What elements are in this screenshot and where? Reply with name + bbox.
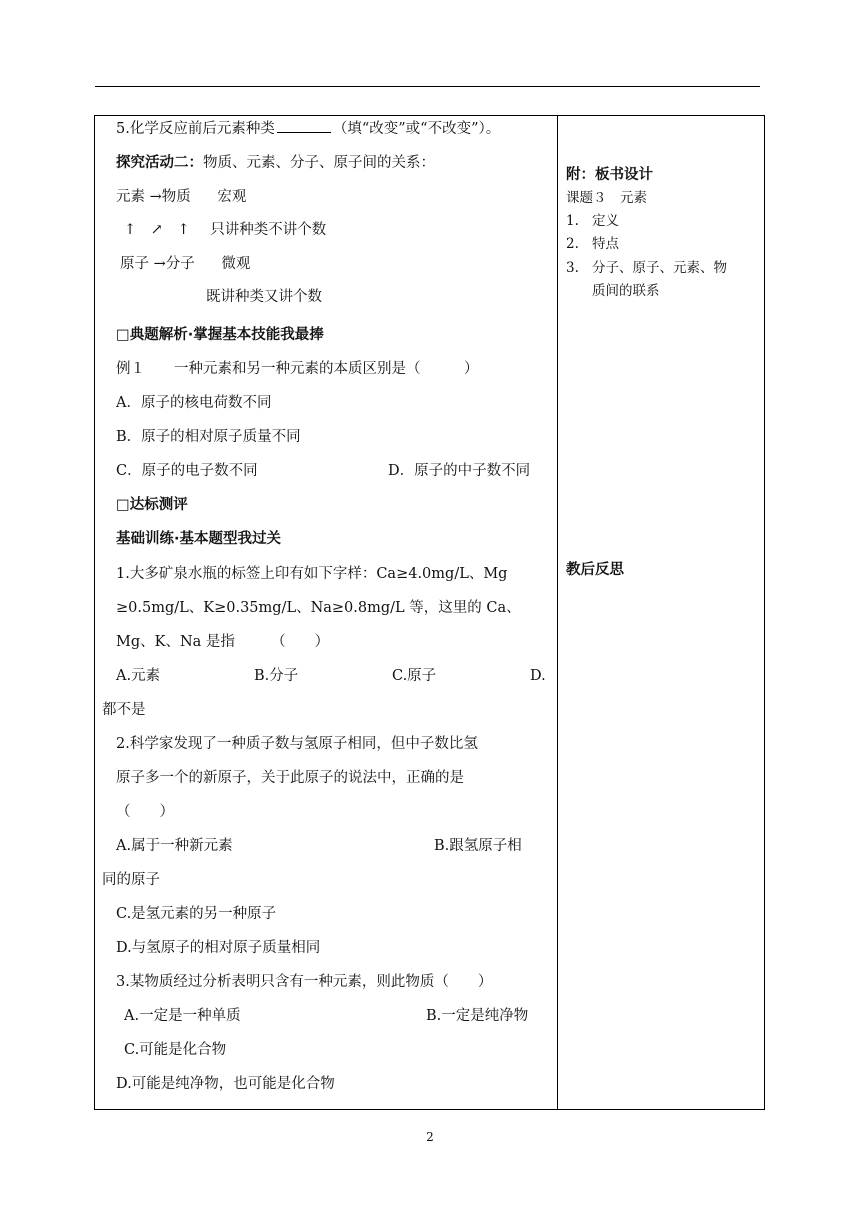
arrow-up-icon: ↑ [124, 222, 137, 238]
lesson-title: 课题３ 元素 [566, 190, 647, 206]
header-rule [95, 86, 760, 87]
question-3-option-a: A.一定是一种单质 [124, 1008, 241, 1024]
question-2-option-b-head: B.跟氢原子相 [434, 838, 522, 854]
question-3-option-d: D.可能是纯净物，也可能是化合物 [116, 1076, 335, 1092]
question-3-stem: 3.某物质经过分析表明只含有一种元素，则此物质（ ） [116, 974, 493, 990]
question-2-option-b-tail: 同的原子 [102, 872, 160, 888]
question-2-line-3: （ ） [116, 804, 174, 820]
question-1-option-a: A.元素 [116, 668, 161, 684]
question-3-option-c: C.可能是化合物 [124, 1042, 227, 1058]
example-1-stem: 例１ 一种元素和另一种元素的本质区别是（ ） [116, 361, 479, 377]
question-1-line-1: 1.大多矿泉水瓶的标签上印有如下字样：Ca≥4.0mg/L、Mg [116, 566, 508, 582]
section-typical-examples: □典题解析·掌握基本技能我最捧 [116, 327, 324, 343]
diagram-row-1: 元素 →物质 宏观 [116, 189, 247, 205]
arrow-right-icon: → [149, 189, 162, 205]
answer-blank [277, 118, 331, 133]
example-1-option-b: B．原子的相对原子质量不同 [116, 429, 301, 445]
example-1-option-c: C．原子的电子数不同 [116, 463, 258, 479]
example-1-option-a: A．原子的核电荷数不同 [116, 395, 272, 411]
column-divider [557, 115, 558, 1110]
board-item-2: 2. 特点 [566, 236, 619, 252]
board-design-title: 附：板书设计 [566, 167, 653, 183]
question-3-option-b: B.一定是纯净物 [426, 1008, 529, 1024]
question-2-line-1: 2.科学家发现了一种质子数与氢原子相同，但中子数比氢 [116, 736, 478, 752]
question-2-option-c: C.是氢元素的另一种原子 [116, 906, 277, 922]
subsection-basic-training: 基础训练·基本题型我过关 [116, 531, 282, 547]
question-2-option-a: A.属于一种新元素 [116, 838, 233, 854]
arrow-up-icon: ↑ [177, 222, 190, 238]
question-1-line-2: ≥0.5mg/L、K≥0.35mg/L、Na≥0.8mg/L 等，这里的 Ca、 [116, 600, 521, 616]
section-assessment: □达标测评 [116, 497, 188, 513]
arrow-right-icon: → [153, 256, 166, 272]
post-lesson-reflection: 教后反思 [566, 562, 624, 578]
example-1-option-d: D．原子的中子数不同 [388, 463, 531, 479]
question-2-option-d: D.与氢原子的相对原子质量相同 [116, 940, 321, 956]
question-1-option-d-head: D. [530, 668, 546, 684]
board-item-1: 1. 定义 [566, 213, 619, 229]
arrow-diagonal-icon: ↗ [150, 222, 163, 238]
question-1-option-c: C.原子 [392, 668, 437, 684]
question-2-line-2: 原子多一个的新原子，关于此原子的说法中，正确的是 [116, 770, 464, 786]
activity-2: 探究活动二：物质、元素、分子、原子间的关系： [116, 155, 435, 171]
question-5: 5.化学反应前后元素种类 （填“改变”或“不改变”）。 [116, 118, 500, 139]
question-1-option-d-tail: 都不是 [102, 702, 146, 718]
diagram-row-4: 既讲种类又讲个数 [206, 289, 322, 305]
page-number: 2 [426, 1130, 434, 1144]
question-1-option-b: B.分子 [254, 668, 299, 684]
diagram-row-2: ↑ ↗ ↑ 只讲种类不讲个数 [124, 222, 327, 238]
board-item-3-continued: 质间的联系 [592, 283, 660, 299]
diagram-row-3: 原子 →分子 微观 [120, 256, 251, 272]
question-1-line-3: Mg、K、Na 是指 （ ） [116, 634, 330, 650]
board-item-3: 3. 分子、原子、元素、物 [566, 260, 727, 276]
